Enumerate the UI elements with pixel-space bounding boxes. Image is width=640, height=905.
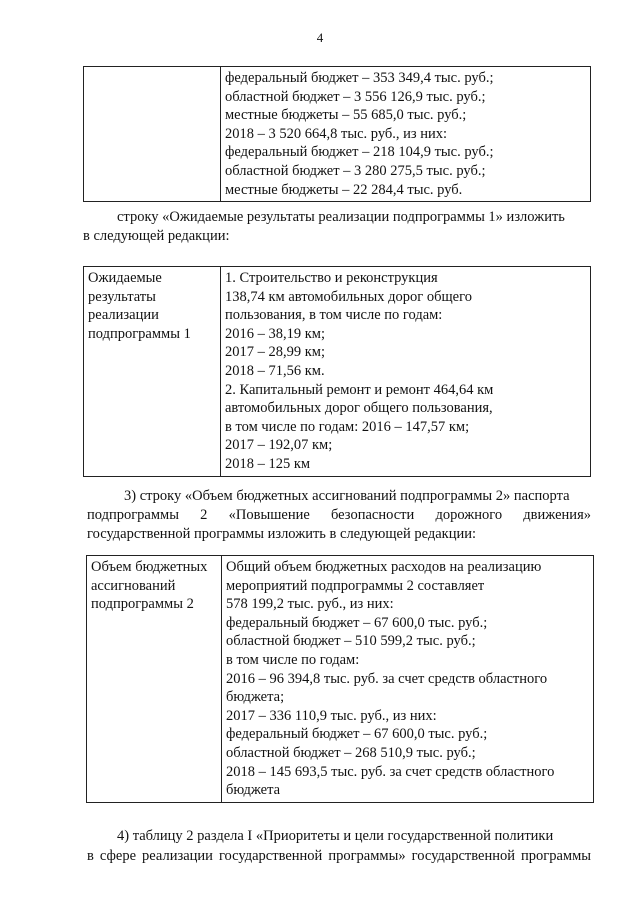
table1-line: 2018 – 3 520 664,8 тыс. руб., из них: bbox=[225, 125, 448, 142]
table3-left-line: Объем бюджетных bbox=[91, 559, 208, 575]
table3-left-cell bbox=[87, 556, 222, 803]
paragraph-2-line-2: подпрограммы 2 «Повышение безопасности дорожного движения» bbox=[87, 507, 591, 523]
table3-line: федеральный бюджет – 67 600,0 тыс. руб.; bbox=[226, 614, 488, 631]
budget-table-continuation bbox=[83, 66, 591, 202]
table3-right-cell bbox=[222, 556, 594, 803]
table2-line: 2017 – 28,99 км; bbox=[225, 344, 325, 361]
table3-line: бюджета; bbox=[226, 689, 285, 706]
table1-left-cell bbox=[84, 67, 221, 202]
table1-line: федеральный бюджет – 353 349,4 тыс. руб.; bbox=[225, 70, 494, 86]
table1-line: областной бюджет – 3 556 126,9 тыс. руб.; bbox=[225, 88, 486, 105]
table3-line: федеральный бюджет – 67 600,0 тыс. руб.; bbox=[226, 726, 488, 743]
paragraph-3-line-1: 4) таблицу 2 раздела I «Приоритеты и цели государственной политики bbox=[117, 828, 554, 844]
table1-line: областной бюджет – 3 280 275,5 тыс. руб.; bbox=[225, 162, 486, 179]
table2-left-line: результаты bbox=[88, 288, 156, 305]
table2-left-line: реализации bbox=[88, 307, 159, 324]
table3-line: мероприятий подпрограммы 2 составляет bbox=[226, 577, 485, 594]
table3-line: областной бюджет – 268 510,9 тыс. руб.; bbox=[226, 744, 476, 761]
table3-left-line: подпрограммы 2 bbox=[91, 596, 194, 613]
table3-line: 2017 – 336 110,9 тыс. руб., из них: bbox=[226, 707, 437, 724]
table2-line: 2. Капитальный ремонт и ремонт 464,64 км bbox=[225, 381, 494, 398]
table1-right-cell bbox=[221, 67, 591, 202]
table2-line: автомобильных дорог общего пользования, bbox=[225, 400, 493, 417]
table2-left-line: Ожидаемые bbox=[88, 270, 162, 286]
table2-line: 2017 – 192,07 км; bbox=[225, 437, 333, 454]
paragraph-2-line-3: государственной программы изложить в следующей редакции: bbox=[87, 526, 477, 542]
table1-line: федеральный бюджет – 218 104,9 тыс. руб.; bbox=[225, 144, 494, 161]
table3-line: бюджета bbox=[226, 782, 281, 799]
table3-line: 2018 – 145 693,5 тыс. руб. за счет средств областного bbox=[226, 763, 555, 780]
table2-left-line: подпрограммы 1 bbox=[88, 325, 191, 342]
table2-line: 2018 – 125 км bbox=[225, 455, 311, 472]
budget-allocations-table bbox=[86, 555, 594, 803]
paragraph-1-line-1: строку «Ожидаемые результаты реализации подпрограммы 1» изложить bbox=[117, 209, 565, 225]
table2-line: 138,74 км автомобильных дорог общего bbox=[225, 288, 472, 305]
table2-line: 2016 – 38,19 км; bbox=[225, 325, 325, 342]
paragraph-2-line-1: 3) строку «Объем бюджетных ассигнований подпрограммы 2» паспорта bbox=[124, 488, 570, 504]
table2-line: в том числе по годам: 2016 – 147,57 км; bbox=[225, 418, 470, 435]
table3-left-line: ассигнований bbox=[91, 577, 176, 594]
table2-line: 1. Строительство и реконструкция bbox=[225, 270, 438, 286]
table2-right-cell bbox=[221, 267, 591, 477]
table2-line: 2018 – 71,56 км. bbox=[225, 362, 325, 379]
table3-line: 2016 – 96 394,8 тыс. руб. за счет средств областного bbox=[226, 670, 548, 687]
table3-line: в том числе по годам: bbox=[226, 651, 360, 668]
table3-line: 578 199,2 тыс. руб., из них: bbox=[226, 596, 394, 613]
table3-line: областной бюджет – 510 599,2 тыс. руб.; bbox=[226, 633, 476, 650]
table3-line: Общий объем бюджетных расходов на реализацию bbox=[226, 559, 542, 575]
page-number: 4 bbox=[316, 30, 324, 45]
table2-left-cell bbox=[84, 267, 221, 477]
table2-line: пользования, в том числе по годам: bbox=[225, 307, 443, 324]
table1-line: местные бюджеты – 22 284,4 тыс. руб. bbox=[225, 181, 463, 198]
paragraph-3-line-2: в сфере реализации государственной программы» государственной программы bbox=[87, 848, 591, 864]
table1-line: местные бюджеты – 55 685,0 тыс. руб.; bbox=[225, 107, 467, 124]
paragraph-1-line-2: в следующей редакции: bbox=[83, 228, 230, 244]
expected-results-table bbox=[83, 266, 591, 477]
